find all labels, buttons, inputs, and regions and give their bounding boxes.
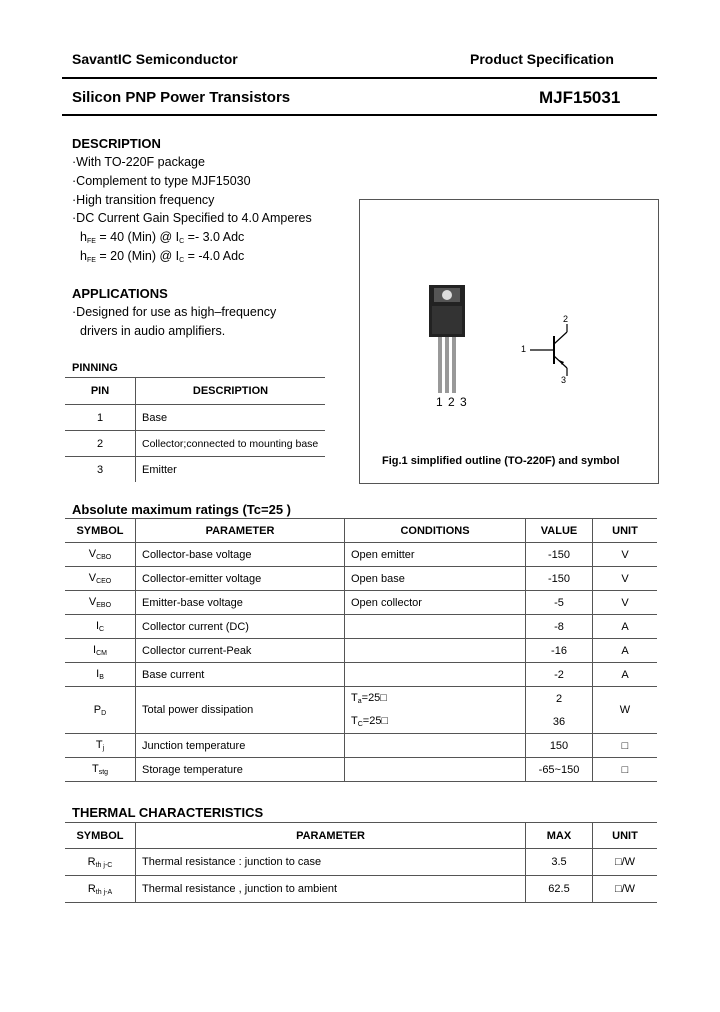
pin-desc: Emitter <box>136 457 326 483</box>
pin-number: 2 <box>65 431 136 457</box>
table-row <box>65 431 325 457</box>
figure-box <box>359 199 659 484</box>
cond-cell: Open emitter <box>345 543 526 567</box>
param-cell: Base current <box>136 663 345 687</box>
unit-cell: □ <box>593 758 658 782</box>
product-title: Silicon PNP Power Transistors <box>72 89 291 106</box>
value-cell: -8 <box>526 615 593 639</box>
value-cell: -16 <box>526 639 593 663</box>
pin-number: 3 <box>65 457 136 483</box>
param-cell: Collector-emitter voltage <box>136 567 345 591</box>
param-cell: Thermal resistance , junction to ambient <box>136 876 526 903</box>
table-row <box>65 758 657 782</box>
table-row <box>65 687 657 711</box>
desc-item: ·With TO-220F package <box>72 155 205 169</box>
value-cell: -2 <box>526 663 593 687</box>
unit-cell: □/W <box>593 849 658 876</box>
col-header: VALUE <box>526 519 593 543</box>
table-row <box>65 378 325 405</box>
gain-spec-2: $h_{FE} = 20$ (Min) @ $I_C = -4.0$ Adc <box>80 249 245 264</box>
symbol-pin-1: 1 <box>521 344 527 354</box>
col-header: MAX <box>526 823 593 849</box>
unit-cell: A <box>593 663 658 687</box>
col-header: UNIT <box>593 519 658 543</box>
abs-max-title: Absolute maximum ratings (Tc=25 ) <box>72 502 292 517</box>
symbol-cell: $V_{CEO}$ <box>65 567 136 591</box>
param-cell: Storage temperature <box>136 758 345 782</box>
symbol-cell: $P_D$ <box>65 687 136 734</box>
unit-cell: A <box>593 639 658 663</box>
header-rule-top <box>62 77 657 79</box>
thermal-table <box>65 822 657 903</box>
param-cell: Collector-base voltage <box>136 543 345 567</box>
doc-type: Product Specification <box>470 51 614 67</box>
cond-cell <box>345 758 526 782</box>
pin-desc: Base <box>136 405 326 431</box>
value-cell: -65~150 <box>526 758 593 782</box>
cond-cell: Open base <box>345 567 526 591</box>
desc-item: ·DC Current Gain Specified to 4.0 Amperes <box>72 211 312 225</box>
value-cell: 2 <box>526 687 593 711</box>
symbol-cell: $R_{th j-C}$ <box>65 849 136 876</box>
col-header: DESCRIPTION <box>136 378 326 405</box>
unit-cell: V <box>593 591 658 615</box>
table-row <box>65 663 657 687</box>
symbol-cell: $I_{CM}$ <box>65 639 136 663</box>
cond-cell <box>345 639 526 663</box>
table-row <box>65 567 657 591</box>
param-cell: Collector current-Peak <box>136 639 345 663</box>
description-title: DESCRIPTION <box>72 136 161 151</box>
value-cell: -5 <box>526 591 593 615</box>
value-cell: 36 <box>526 710 593 734</box>
desc-item: ·Complement to type MJF15030 <box>72 174 251 188</box>
symbol-cell: $V_{EBO}$ <box>65 591 136 615</box>
symbol-cell: $I_B$ <box>65 663 136 687</box>
abs-max-table <box>65 518 657 782</box>
param-cell: Collector current (DC) <box>136 615 345 639</box>
table-row <box>65 615 657 639</box>
symbol-cell: $V_{CBO}$ <box>65 543 136 567</box>
unit-cell: V <box>593 543 658 567</box>
pinning-title: PINNING <box>72 362 118 374</box>
param-cell: Emitter-base voltage <box>136 591 345 615</box>
pin-desc: Collector;connected to mounting base <box>136 431 326 457</box>
cond-cell <box>345 663 526 687</box>
applications-title: APPLICATIONS <box>72 286 168 301</box>
to220f-package-illustration <box>360 200 658 483</box>
col-header: SYMBOL <box>65 823 136 849</box>
cond-cell: $T_a=25□$ <box>345 687 526 711</box>
table-row <box>65 823 657 849</box>
symbol-cell: $I_C$ <box>65 615 136 639</box>
table-row <box>65 405 325 431</box>
symbol-cell: $R_{th j-A}$ <box>65 876 136 903</box>
table-row <box>65 591 657 615</box>
cond-cell: Open collector <box>345 591 526 615</box>
table-row <box>65 543 657 567</box>
table-row <box>65 457 325 483</box>
col-header: PARAMETER <box>136 823 526 849</box>
company-name: SavantIC Semiconductor <box>72 51 238 67</box>
table-row <box>65 849 657 876</box>
unit-cell: W <box>593 687 658 734</box>
value-cell: 150 <box>526 734 593 758</box>
thermal-title: THERMAL CHARACTERISTICS <box>72 805 264 820</box>
header-rule-bottom <box>62 114 657 116</box>
pin-number: 1 <box>65 405 136 431</box>
symbol-pin-2: 2 <box>563 314 569 324</box>
part-number: MJF15031 <box>539 88 621 107</box>
param-cell: Total power dissipation <box>136 687 345 734</box>
package-pin-labels: 1 2 3 <box>436 395 468 409</box>
value-cell: -150 <box>526 567 593 591</box>
gain-spec-1: $h_{FE} = 40$ (Min) @ $I_C =- 3.0$ Adc <box>80 230 245 245</box>
col-header: CONDITIONS <box>345 519 526 543</box>
app-line: drivers in audio amplifiers. <box>80 324 226 338</box>
unit-cell: A <box>593 615 658 639</box>
symbol-cell: $T_{stg}$ <box>65 758 136 782</box>
value-cell: -150 <box>526 543 593 567</box>
table-row <box>65 519 657 543</box>
pinning-table <box>65 377 325 482</box>
symbol-cell: $T_j$ <box>65 734 136 758</box>
param-cell: Junction temperature <box>136 734 345 758</box>
cond-cell <box>345 734 526 758</box>
symbol-pin-3: 3 <box>561 375 567 385</box>
app-line: ·Designed for use as high–frequency <box>72 305 277 319</box>
col-header: SYMBOL <box>65 519 136 543</box>
unit-cell: □ <box>593 734 658 758</box>
table-row <box>65 639 657 663</box>
figure-caption: Fig.1 simplified outline (TO-220F) and symbol <box>382 455 620 467</box>
cond-cell <box>345 615 526 639</box>
desc-item: ·High transition frequency <box>72 193 215 207</box>
table-row <box>65 734 657 758</box>
param-cell: Thermal resistance : junction to case <box>136 849 526 876</box>
col-header: UNIT <box>593 823 658 849</box>
table-row <box>65 876 657 903</box>
cond-cell: $T_C=25□$ <box>345 710 526 734</box>
col-header: PIN <box>65 378 136 405</box>
unit-cell: V <box>593 567 658 591</box>
unit-cell: □/W <box>593 876 658 903</box>
max-cell: 62.5 <box>526 876 593 903</box>
max-cell: 3.5 <box>526 849 593 876</box>
col-header: PARAMETER <box>136 519 345 543</box>
